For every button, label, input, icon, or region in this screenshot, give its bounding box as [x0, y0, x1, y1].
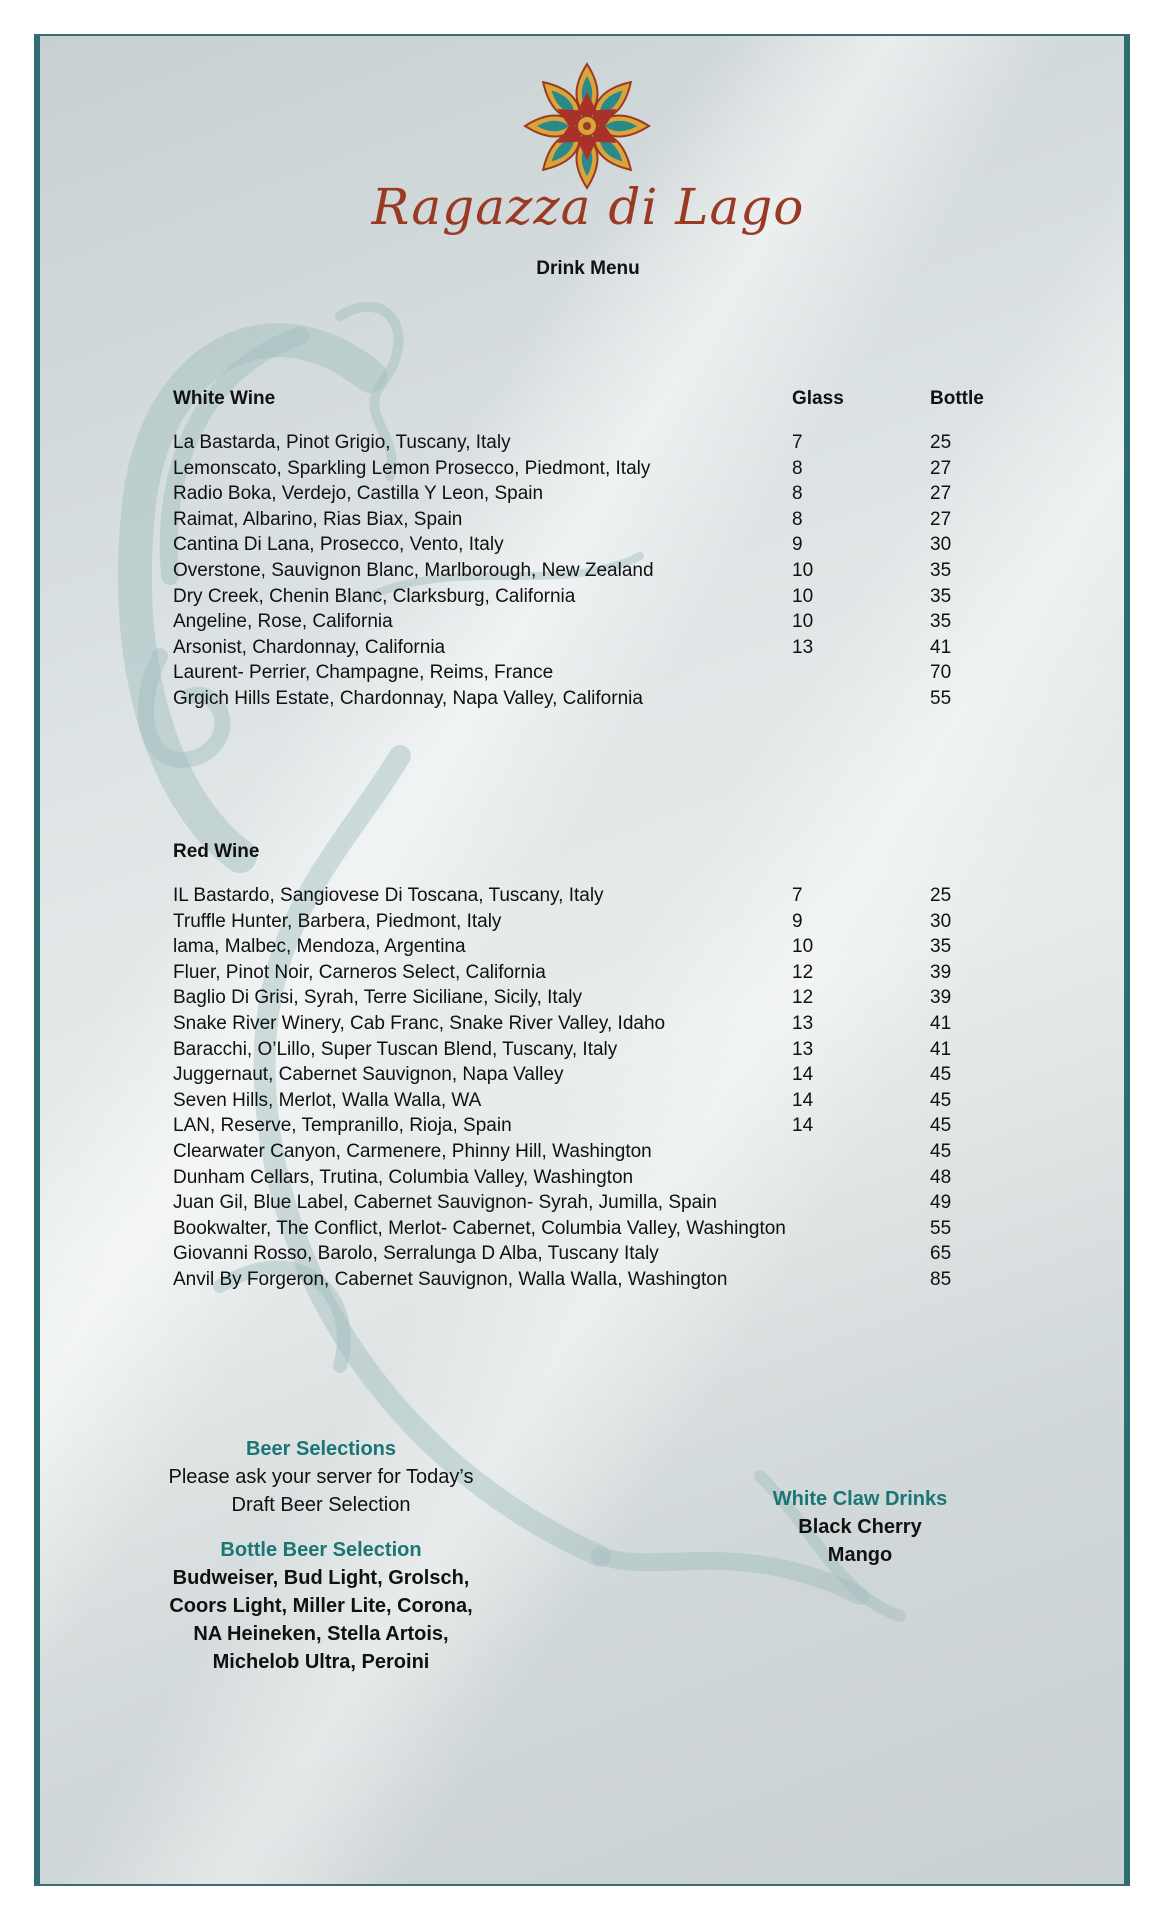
glass-price: 10: [792, 611, 814, 633]
white-wine-row: [173, 635, 1033, 661]
bottle-price: 30: [930, 910, 952, 932]
bottle-price: 85: [930, 1268, 952, 1290]
bottle-price: 39: [930, 987, 952, 1009]
glass-price: 10: [792, 936, 814, 958]
wine-name: LAN, Reserve, Tempranillo, Rioja, Spain: [173, 1115, 512, 1137]
glass-price: 13: [792, 636, 814, 658]
glass-price: 12: [792, 987, 814, 1009]
glass-price: 9: [792, 910, 803, 932]
bottle-beer-heading: Bottle Beer Selection: [220, 1539, 422, 1561]
bottle-price: 41: [930, 1012, 952, 1034]
beer-section: [166, 1438, 476, 1676]
wine-name: Truffle Hunter, Barbera, Piedmont, Italy: [173, 910, 502, 932]
red-wine-row: [173, 1190, 1033, 1216]
red-wine-row: [173, 1062, 1033, 1088]
glass-price: 8: [792, 457, 803, 479]
draft-beer-note-line1: Please ask your server for Today’s: [168, 1466, 474, 1488]
bottle-beer-line: Michelob Ultra, Peroini: [212, 1651, 430, 1673]
red-wine-row: [173, 934, 1033, 960]
wine-name: Anvil By Forgeron, Cabernet Sauvignon, Walla Walla, Washington: [173, 1268, 728, 1290]
glass-price: 9: [792, 534, 803, 556]
glass-price: 10: [792, 585, 814, 607]
wine-name: Bookwalter, The Conflict, Merlot- Cabernet, Columbia Valley, Washington: [173, 1217, 786, 1239]
bottle-beer-line: Coors Light, Miller Lite, Corona,: [169, 1595, 473, 1617]
wine-name: Overstone, Sauvignon Blanc, Marlborough, New Zealand: [173, 559, 654, 581]
white-claw-section: [740, 1488, 980, 1569]
red-wine-row: [173, 985, 1033, 1011]
red-wine-list: [173, 883, 1033, 1293]
wine-name: Fluer, Pinot Noir, Carneros Select, California: [173, 961, 546, 983]
bottle-price: 55: [930, 687, 952, 709]
bottle-price: 70: [930, 662, 952, 684]
wine-name: Cantina Di Lana, Prosecco, Vento, Italy: [173, 534, 504, 556]
bottle-price: 35: [930, 936, 952, 958]
white-wine-row: [173, 456, 1033, 482]
red-wine-row: [173, 909, 1033, 935]
red-wine-row: [173, 1139, 1033, 1165]
glass-price: 8: [792, 508, 803, 530]
bottle-price: 45: [930, 1089, 952, 1111]
white-claw-flavor: Mango: [827, 1544, 893, 1566]
wine-name: Radio Boka, Verdejo, Castilla Y Leon, Spain: [173, 483, 544, 505]
draft-beer-note-line2: Draft Beer Selection: [231, 1494, 411, 1516]
bottle-price: 25: [930, 885, 952, 906]
bottle-price: 41: [930, 1038, 952, 1060]
page-title: Drink Menu: [536, 258, 640, 279]
glass-price: 7: [792, 885, 803, 906]
bottle-price: 48: [930, 1166, 952, 1188]
bottle-price: 27: [930, 508, 952, 530]
glass-price: 14: [792, 1089, 814, 1111]
bottle-beer-line: NA Heineken, Stella Artois,: [193, 1623, 449, 1645]
bottle-price: 35: [930, 585, 952, 607]
bottle-price: 27: [930, 457, 952, 479]
menu-page: [34, 34, 1130, 1886]
wine-name: Arsonist, Chardonnay, California: [173, 636, 446, 658]
bottle-price: 45: [930, 1115, 952, 1137]
red-wine-heading: Red Wine: [173, 841, 260, 862]
bottle-price: 41: [930, 636, 952, 658]
glass-price: 12: [792, 961, 814, 983]
beer-selections-heading: Beer Selections: [245, 1438, 397, 1460]
white-claw-flavor: Black Cherry: [798, 1516, 922, 1538]
glass-price: 8: [792, 483, 803, 505]
bottle-beer-line: Budweiser, Bud Light, Grolsch,: [172, 1567, 470, 1589]
bottle-price: 65: [930, 1243, 952, 1265]
red-wine-row: [173, 1113, 1033, 1139]
glass-price: 14: [792, 1064, 814, 1086]
glass-price: 7: [792, 432, 803, 453]
wine-name: Giovanni Rosso, Barolo, Serralunga D Alba, Tuscany Italy: [173, 1243, 659, 1265]
wine-name: Seven Hills, Merlot, Walla Walla, WA: [173, 1089, 482, 1111]
bottle-price: 25: [930, 432, 952, 453]
bottle-price: 35: [930, 559, 952, 581]
wine-name: Juggernaut, Cabernet Sauvignon, Napa Valley: [173, 1064, 564, 1086]
white-wine-row: [173, 686, 1033, 712]
red-wine-row: [173, 1165, 1033, 1191]
red-wine-row: [173, 1037, 1033, 1063]
glass-price: 13: [792, 1012, 814, 1034]
bottle-price: 27: [930, 483, 952, 505]
bottle-price: 30: [930, 534, 952, 556]
red-wine-row: [173, 1267, 1033, 1293]
bottle-price: 49: [930, 1192, 952, 1214]
wine-name: Lemonscato, Sparkling Lemon Prosecco, Piedmont, Italy: [173, 457, 651, 479]
wine-name: Dunham Cellars, Trutina, Columbia Valley, Washington: [173, 1166, 634, 1188]
glass-price: 10: [792, 559, 814, 581]
glass-price: 14: [792, 1115, 814, 1137]
red-wine-row: [173, 960, 1033, 986]
wine-name: Baracchi, O’Lillo, Super Tuscan Blend, Tuscany, Italy: [173, 1038, 618, 1060]
brand-name: Ragazza di Lago: [371, 178, 805, 236]
wine-name: IL Bastardo, Sangiovese Di Toscana, Tuscany, Italy: [173, 885, 604, 906]
bottle-price: 55: [930, 1217, 952, 1239]
bottle-column-header: Bottle: [930, 388, 984, 409]
bottle-price: 39: [930, 961, 952, 983]
white-wine-row: [173, 430, 1033, 456]
white-wine-row: [173, 558, 1033, 584]
bottle-price: 35: [930, 611, 952, 633]
white-wine-row: [173, 609, 1033, 635]
white-wine-heading: White Wine: [173, 388, 276, 409]
wine-name: Dry Creek, Chenin Blanc, Clarksburg, California: [173, 585, 576, 607]
mandala-logo-icon: [517, 56, 657, 196]
white-wine-row: [173, 660, 1033, 686]
wine-name: Snake River Winery, Cab Franc, Snake River Valley, Idaho: [173, 1012, 666, 1034]
wine-name: Laurent- Perrier, Champagne, Reims, France: [173, 662, 554, 684]
red-wine-row: [173, 1216, 1033, 1242]
bottle-price: 45: [930, 1064, 952, 1086]
red-wine-row: [173, 1241, 1033, 1267]
wine-name: Juan Gil, Blue Label, Cabernet Sauvignon- Syrah, Jumilla, Spain: [173, 1192, 717, 1214]
glass-column-header: Glass: [792, 388, 844, 409]
white-wine-row: [173, 532, 1033, 558]
white-wine-row: [173, 584, 1033, 610]
red-wine-row: [173, 1011, 1033, 1037]
red-wine-row: [173, 1088, 1033, 1114]
wine-name: Grgich Hills Estate, Chardonnay, Napa Valley, California: [173, 687, 643, 709]
wine-name: Baglio Di Grisi, Syrah, Terre Siciliane, Sicily, Italy: [173, 987, 582, 1009]
glass-price: 13: [792, 1038, 814, 1060]
white-wine-row: [173, 481, 1033, 507]
bottle-price: 45: [930, 1140, 952, 1162]
white-wine-row: [173, 507, 1033, 533]
wine-name: lama, Malbec, Mendoza, Argentina: [173, 936, 466, 958]
bottle-beer-list: [166, 1564, 476, 1676]
wine-name: Clearwater Canyon, Carmenere, Phinny Hill, Washington: [173, 1140, 652, 1162]
wine-name: Angeline, Rose, California: [173, 611, 393, 633]
wine-name: Raimat, Albarino, Rias Biax, Spain: [173, 508, 463, 530]
white-claw-heading: White Claw Drinks: [772, 1488, 948, 1510]
red-wine-row: [173, 883, 1033, 909]
wine-name: La Bastarda, Pinot Grigio, Tuscany, Italy: [173, 432, 511, 453]
white-wine-list: [173, 430, 1033, 712]
